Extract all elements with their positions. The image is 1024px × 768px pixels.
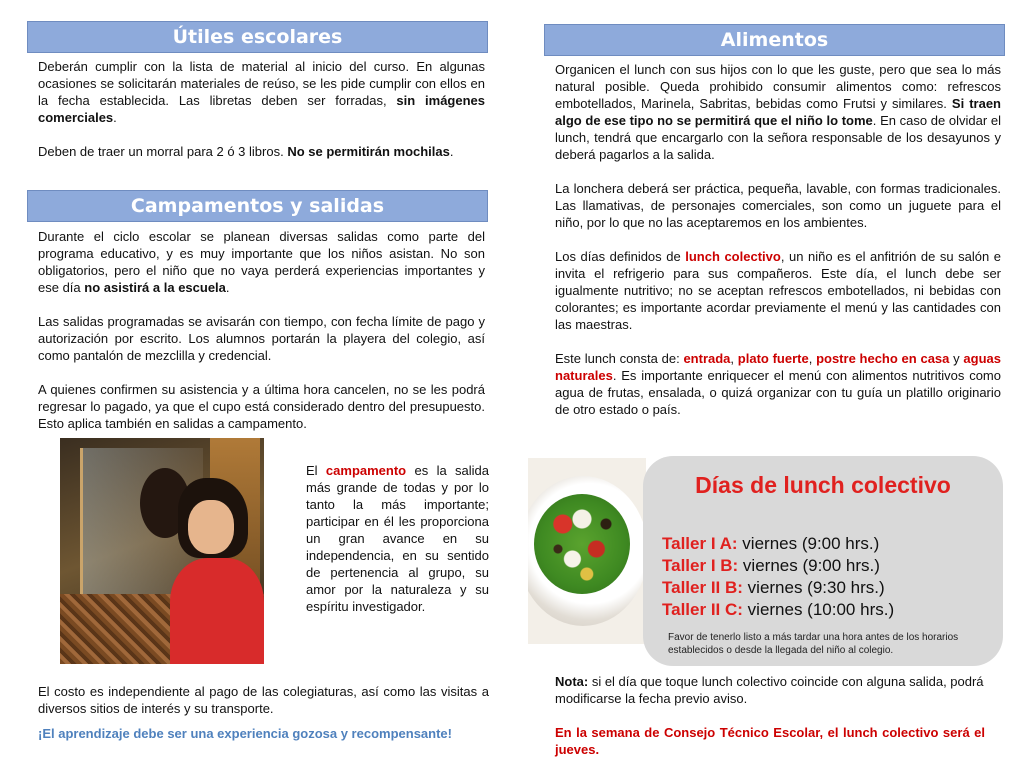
costo-text: El costo es independiente al pago de las colegiaturas, así como las visitas a diversos sitios de interés y su transporte.	[38, 684, 489, 716]
alimentos-paragraph-4: Este lunch consta de: entrada, plato fuerte, postre hecho en casa y aguas naturales. Es importante enriquecer el menú con alimentos nutritivos como agua de frutas, ensalada, o quizá organizar con tu guía un platillo originario de otro estado o país.	[555, 351, 1001, 417]
nota-text	[555, 673, 985, 758]
consejo-paragraph: En la semana de Consejo Técnico Escolar, el lunch colectivo será el jueves.	[555, 725, 985, 757]
alimentos-paragraph-2: La lonchera deberá ser práctica, pequeña, lavable, con formas tradicionales. Las llamativas, de personajes comerciales, son como un juguete para el niño, por lo que no las aceptaremos en los ambientes.	[555, 181, 1001, 230]
utiles-paragraph-1: Deberán cumplir con la lista de material al inicio del curso. En algunas ocasiones se solicitarán materiales de reúso, se les pide cumplir con ellos en la fecha establecida. Las libretas deben ser forradas, sin imágenes comerciales.	[38, 59, 486, 125]
alimentos-paragraph-3: Los días definidos de lunch colectivo, un niño es el anfitrión de su salón e invita el refrigerio para sus compañeros. Este día, el lunch debe ser igualmente nutritivo; no se aceptan refrescos embotellados, ni bebidas con colorantes; es importante acordar previamente el menú y las cantidades con las maestras.	[555, 249, 1001, 332]
campamentos-paragraph-1: Durante el ciclo escolar se planean diversas salidas como parte del programa educativo, y es muy importante que los niños asistan. No son obligatorios, pero el niño que no vaya perderá experiencias importantes y ese día no asistirá a la escuela.	[38, 229, 485, 295]
lunch-day-item: Taller I B: viernes (9:00 hrs.)	[662, 556, 880, 575]
lunch-title: Días de lunch colectivo	[695, 472, 951, 498]
utiles-text	[38, 58, 485, 160]
campamentos-paragraph-2: Las salidas programadas se avisarán con tiempo, con fecha límite de pago y autorización por escrito. Los alumnos portarán la playera del colegio, así como pantalón de mezclilla y credencial.	[38, 314, 485, 363]
utiles-header: Útiles escolares	[27, 21, 488, 53]
utiles-paragraph-2: Deben de traer un morral para 2 ó 3 libros. No se permitirán mochilas.	[38, 144, 454, 159]
lunch-days-list	[662, 533, 894, 621]
nota-paragraph: Nota: si el día que toque lunch colectivo coincide con alguna salida, podrá modificarse la fecha previo aviso.	[555, 674, 984, 706]
campamentos-text	[38, 228, 485, 432]
slogan-text: ¡El aprendizaje debe ser una experiencia gozosa y recompensante!	[38, 726, 452, 741]
camp-photo	[60, 438, 264, 664]
campamentos-paragraph-3: A quienes confirmen su asistencia y a última hora cancelen, no se les podrá regresar lo pagado, ya que el cupo está considerado dentro del presupuesto. Esto aplica también en salidas a campamento.	[38, 382, 485, 431]
lunch-day-item: Taller II B: viernes (9:30 hrs.)	[662, 578, 885, 597]
alimentos-paragraph-1: Organicen el lunch con sus hijos con lo que les guste, pero que sea lo más natural posible. Queda prohibido consumir alimentos como: refrescos embotellados, Marinela, Sabritas, bebidas como Frutsi y similares. Si traen algo de ese tipo no se permitirá que el niño lo tome. En caso de olvidar el lunch, tendrá que encargarlo con la señora responsable de los desayunos y deberá pagarlos a la salida.	[555, 62, 1001, 162]
alimentos-header: Alimentos	[544, 24, 1005, 56]
campamento-description: El campamento es la salida más grande de todas y por lo tanto la más importante; participar en él les proporciona un gran avance en su independencia, en su sentido de pertenencia al grupo, su amor por la naturaleza y su espíritu investigador.	[306, 463, 490, 614]
lunch-note: Favor de tenerlo listo a más tardar una hora antes de los horarios establecidos o desde la llegada del niño al colegio.	[668, 632, 959, 656]
salad-photo	[528, 458, 646, 644]
alimentos-text	[555, 61, 1001, 418]
lunch-day-item: Taller II C: viernes (10:00 hrs.)	[662, 600, 895, 619]
campamentos-header: Campamentos y salidas	[27, 190, 488, 222]
lunch-day-item: Taller I A: viernes (9:00 hrs.)	[662, 534, 880, 553]
lunch-colectivo-box	[643, 456, 1003, 666]
